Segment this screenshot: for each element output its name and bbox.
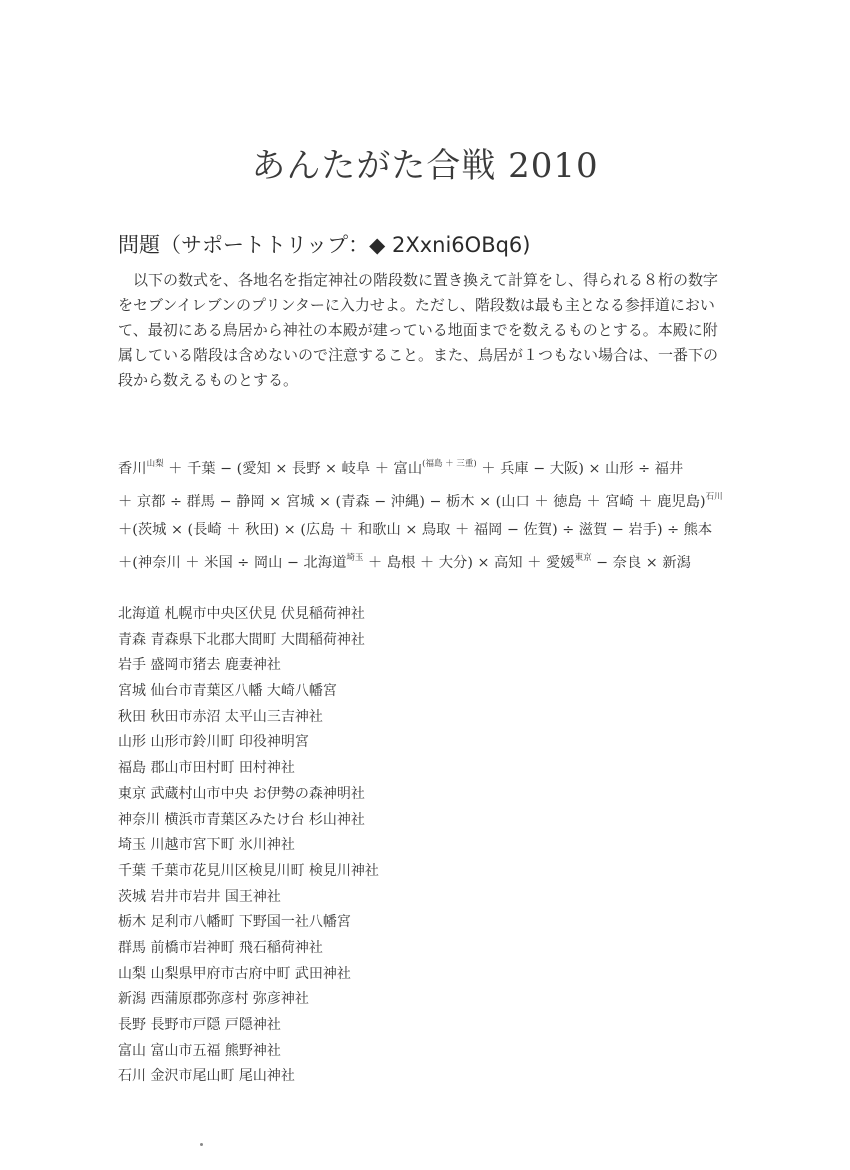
list-item: 神奈川 横浜市青葉区みたけ台 杉山神社 [118, 811, 365, 828]
list-item: 埼玉 川越市宮下町 氷川神社 [118, 837, 295, 854]
list-item: 秋田 秋田市赤沼 太平山三吉神社 [118, 708, 323, 725]
list-item: 長野 長野市戸隠 戸隠神社 [118, 1017, 281, 1033]
page-title: あんたがた合戦 2010 [251, 146, 599, 186]
formula-line [118, 450, 723, 483]
list-item: 宮城 仙台市青葉区八幡 大崎八幡宮 [118, 683, 337, 700]
paragraph-line: をセブンイレブンのプリンターに入力せよ。ただし、階段数は最も主となる参拝道におい [118, 296, 715, 314]
formula-text: 香川 [118, 461, 147, 477]
formula-text: ＋(神奈川 ＋ 米国 ÷ 岡山 − 北海道 [118, 555, 347, 571]
list-item: 栃木 足利市八幡町 下野国一社八幡宮 [118, 914, 351, 931]
formula-exponent: 埼玉 [346, 553, 364, 563]
list-item: 千葉 千葉市花見川区検見川町 検見川神社 [118, 862, 379, 879]
formula-exponent: 山梨 [146, 459, 164, 469]
list-item: 石川 金沢市尾山町 尾山神社 [118, 1068, 295, 1085]
list-item: 山形 山形市鈴川町 印役神明宮 [118, 734, 309, 751]
list-item: 富山 富山市五福 熊野神社 [118, 1042, 281, 1059]
shrine-list [118, 602, 518, 1090]
paragraph-line: 段から数えるものとする。 [118, 371, 299, 389]
formula-text: − 奈良 × 新潟 [591, 555, 691, 571]
formula-text: ＋ 京都 ÷ 群馬 − 静岡 × 宮城 × (青森 − 沖縄) − 栃木 × (山口 ＋ 徳島 ＋ 宮崎 ＋ 鹿児島) [118, 494, 706, 510]
list-item: 群馬 前橋市岩神町 飛石稲荷神社 [118, 939, 323, 956]
paragraph-line: て、最初にある鳥居から神社の本殿が建っている地面までを数えるものとする。本殿に附 [118, 321, 718, 339]
formula-line [118, 544, 723, 577]
list-item: 青森 青森県下北郡大間町 大間稲荷神社 [118, 631, 365, 648]
list-item: 新潟 西蒲原郡弥彦村 弥彦神社 [118, 991, 309, 1008]
list-item: 茨城 岩井市岩井 国王神社 [118, 888, 281, 905]
list-item: 岩手 盛岡市猪去 鹿妻神社 [118, 657, 281, 674]
formula-exponent: (福島 ＋ 三重) [422, 459, 477, 469]
list-item: 北海道 札幌市中央区伏見 伏見稲荷神社 [118, 606, 365, 622]
list-item: 福島 郡山市田村町 田村神社 [118, 760, 295, 777]
formula-line: ＋(茨城 × (長崎 ＋ 秋田) × (広島 ＋ 和歌山 × 鳥取 ＋ 福岡 − 佐賀) ÷ 滋賀 − 岩手) ÷ 熊本 [118, 522, 713, 538]
formula-exponent: 石川 [705, 492, 723, 502]
list-item: 山梨 山梨県甲府市古府中町 武田神社 [118, 965, 351, 982]
instructions-paragraph [118, 268, 723, 393]
list-item: 東京 武蔵村山市中央 お伊勢の森神明社 [118, 785, 365, 802]
scan-speck [200, 1143, 203, 1146]
formula-text: ＋ 島根 ＋ 大分) × 高知 ＋ 愛媛 [363, 555, 575, 571]
formula-exponent: 東京 [574, 553, 592, 563]
formula-line [118, 483, 723, 516]
paragraph-line: 属している階段は含めないので注意すること。また、鳥居が１つもない場合は、一番下の [118, 346, 719, 364]
paragraph-line: 以下の数式を、各地名を指定神社の階段数に置き換えて計算をし、得られる８桁の数字 [118, 271, 719, 289]
formula-text: ＋ 千葉 − (愛知 × 長野 × 岐阜 ＋ 富山 [163, 461, 423, 477]
formula-block [118, 450, 723, 577]
problem-heading: 問題（サポートトリップ：◆ 2Xxni6OBq6) [118, 233, 531, 257]
formula-text: ＋ 兵庫 − 大阪) × 山形 ÷ 福井 [476, 461, 684, 477]
